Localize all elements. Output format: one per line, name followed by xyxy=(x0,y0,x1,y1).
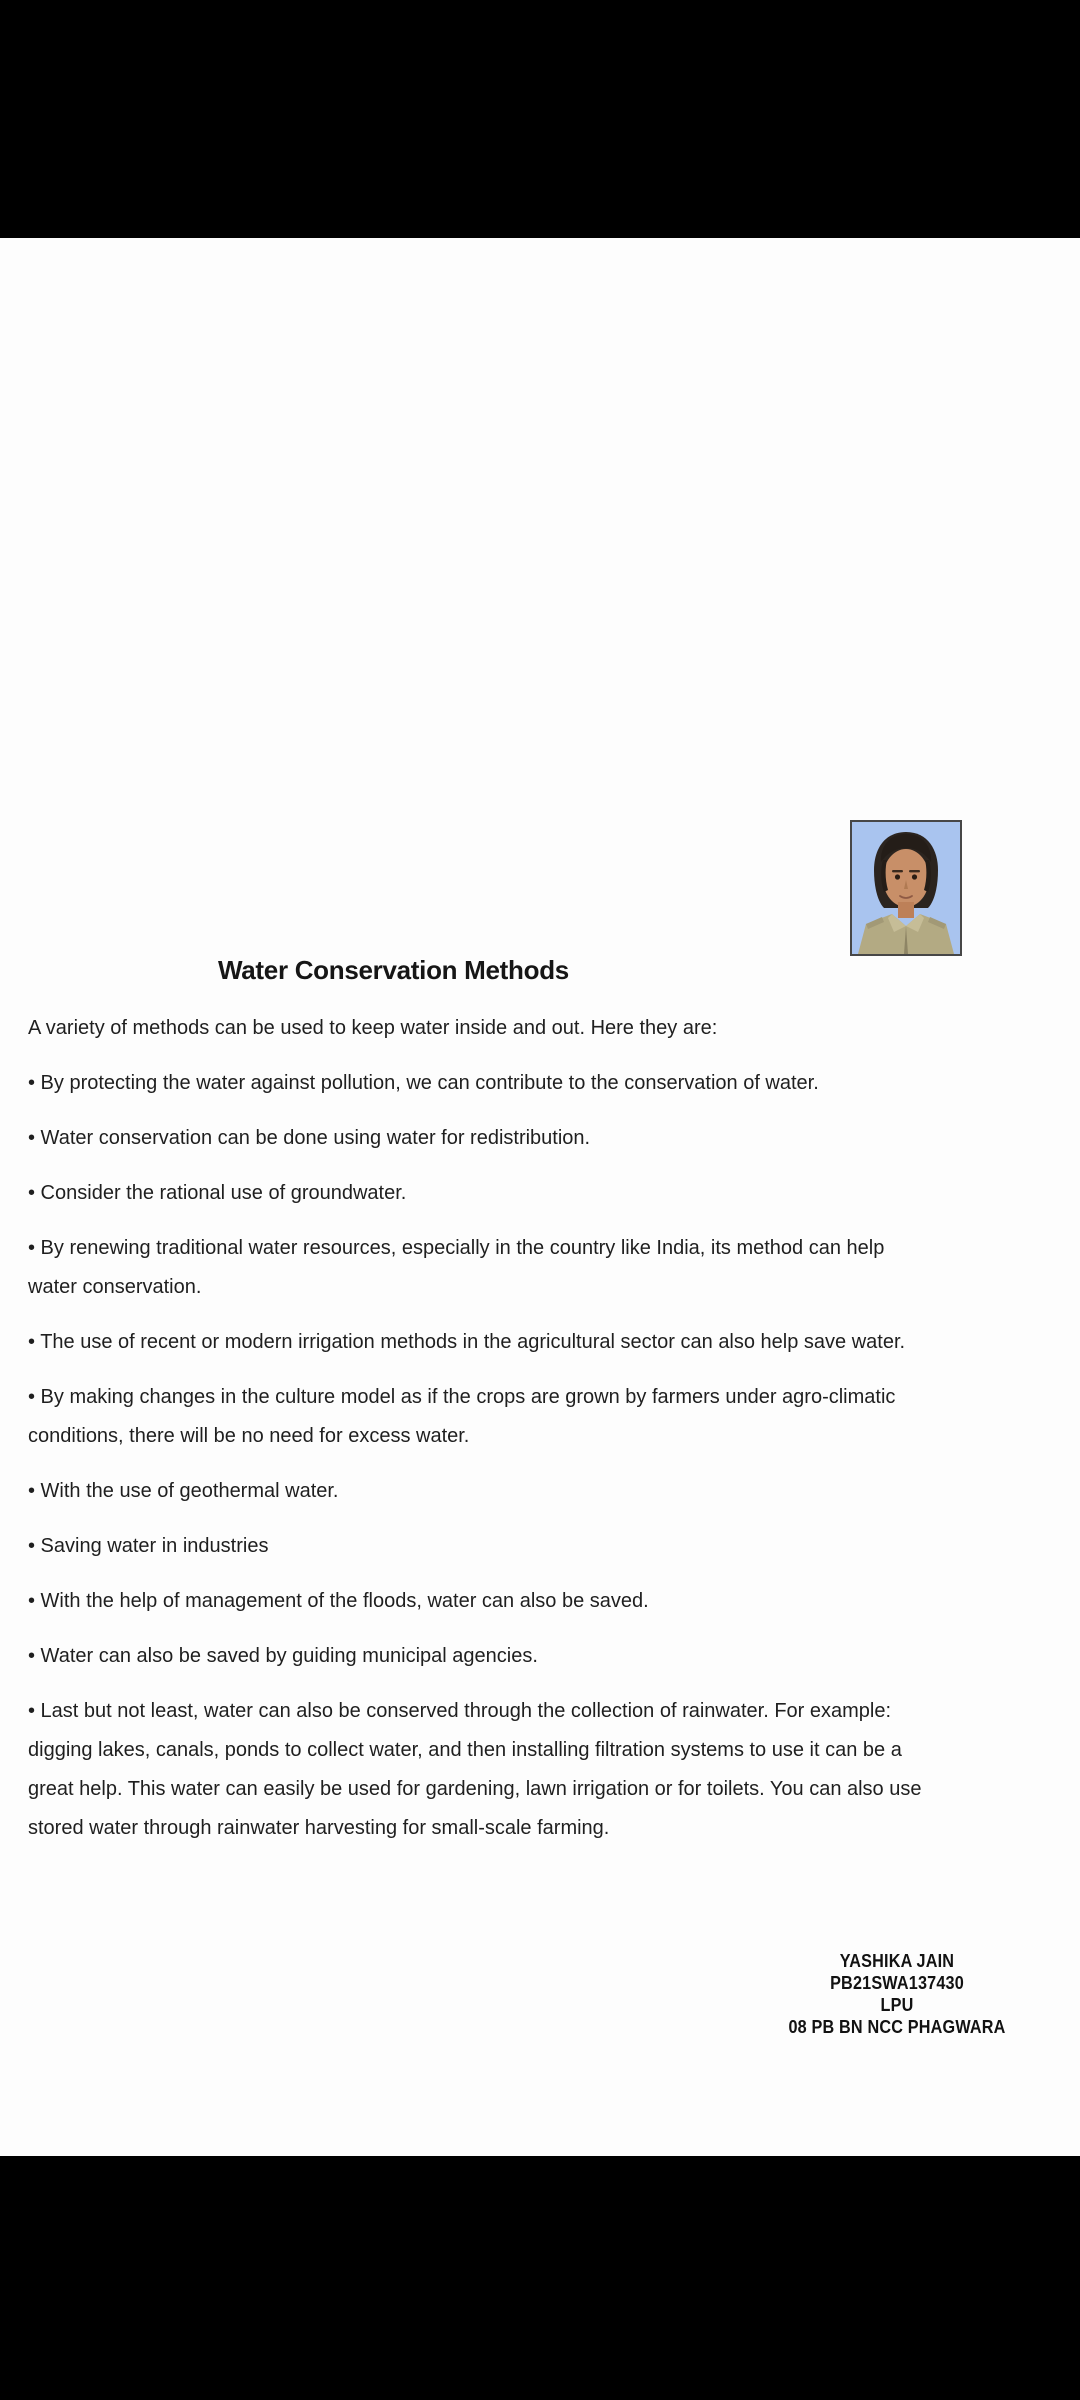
paragraph-line: • With the help of management of the floods, water can also be saved. xyxy=(28,1590,649,1612)
paragraph-line: great help. This water can easily be used for gardening, lawn irrigation or for toilets. You can also use xyxy=(28,1778,922,1800)
paragraph xyxy=(28,1229,1058,1307)
paragraph-line: • Water conservation can be done using water for redistribution. xyxy=(28,1127,591,1149)
paragraph xyxy=(28,1009,1058,1048)
paragraph-line: • Water can also be saved by guiding municipal agencies. xyxy=(28,1645,538,1667)
paragraph xyxy=(28,1064,1058,1103)
paragraph-line: digging lakes, canals, ponds to collect water, and then installing filtration systems to use it can be a xyxy=(28,1739,902,1761)
paragraph xyxy=(28,1119,1058,1158)
paragraph-line: stored water through rainwater harvesting for small-scale farming. xyxy=(28,1817,610,1839)
paragraph xyxy=(28,1527,1058,1566)
signature-name: YASHIKA JAIN xyxy=(839,1951,955,1971)
paragraph-line: conditions, there will be no need for excess water. xyxy=(28,1425,470,1447)
signature-reg-no: PB21SWA137430 xyxy=(830,1973,964,1993)
paragraph xyxy=(28,1582,1058,1621)
paragraph-line: • With the use of geothermal water. xyxy=(28,1480,339,1502)
paragraph-line: • The use of recent or modern irrigation methods in the agricultural sector can also help save water. xyxy=(28,1331,906,1353)
paragraph xyxy=(28,1323,1058,1362)
paragraph xyxy=(28,1692,1058,1848)
document-page xyxy=(0,238,1080,2156)
paragraph-line: • By renewing traditional water resources, especially in the country like India, its method can help xyxy=(28,1237,885,1259)
paragraph-line: • By protecting the water against pollution, we can contribute to the conservation of water. xyxy=(28,1072,819,1094)
signature-unit: 08 PB BN NCC PHAGWARA xyxy=(788,2017,1006,2037)
portrait-photo-graphic xyxy=(852,822,960,954)
portrait-photo xyxy=(850,820,962,956)
paragraph xyxy=(28,1378,1058,1456)
neck xyxy=(898,902,914,918)
paragraph xyxy=(28,1472,1058,1511)
paragraph-line: water conservation. xyxy=(28,1276,202,1298)
paragraph-line: A variety of methods can be used to keep water inside and out. Here they are: xyxy=(28,1017,718,1039)
top-letterbox-bar xyxy=(0,0,1080,238)
document-body xyxy=(28,1009,1058,1864)
paragraph-line: • Saving water in industries xyxy=(28,1535,269,1557)
paragraph-line: • Last but not least, water can also be conserved through the collection of rainwater. For example: xyxy=(28,1700,892,1722)
paragraph xyxy=(28,1174,1058,1213)
signature-block xyxy=(717,1950,1077,2038)
bottom-letterbox-bar xyxy=(0,2156,1080,2400)
paragraph xyxy=(28,1637,1058,1676)
document-title: Water Conservation Methods xyxy=(218,955,569,985)
signature-university: LPU xyxy=(880,1995,914,2015)
paragraph-line: • Consider the rational use of groundwater. xyxy=(28,1182,407,1204)
paragraph-line: • By making changes in the culture model as if the crops are grown by farmers under agro-climatic xyxy=(28,1386,896,1408)
